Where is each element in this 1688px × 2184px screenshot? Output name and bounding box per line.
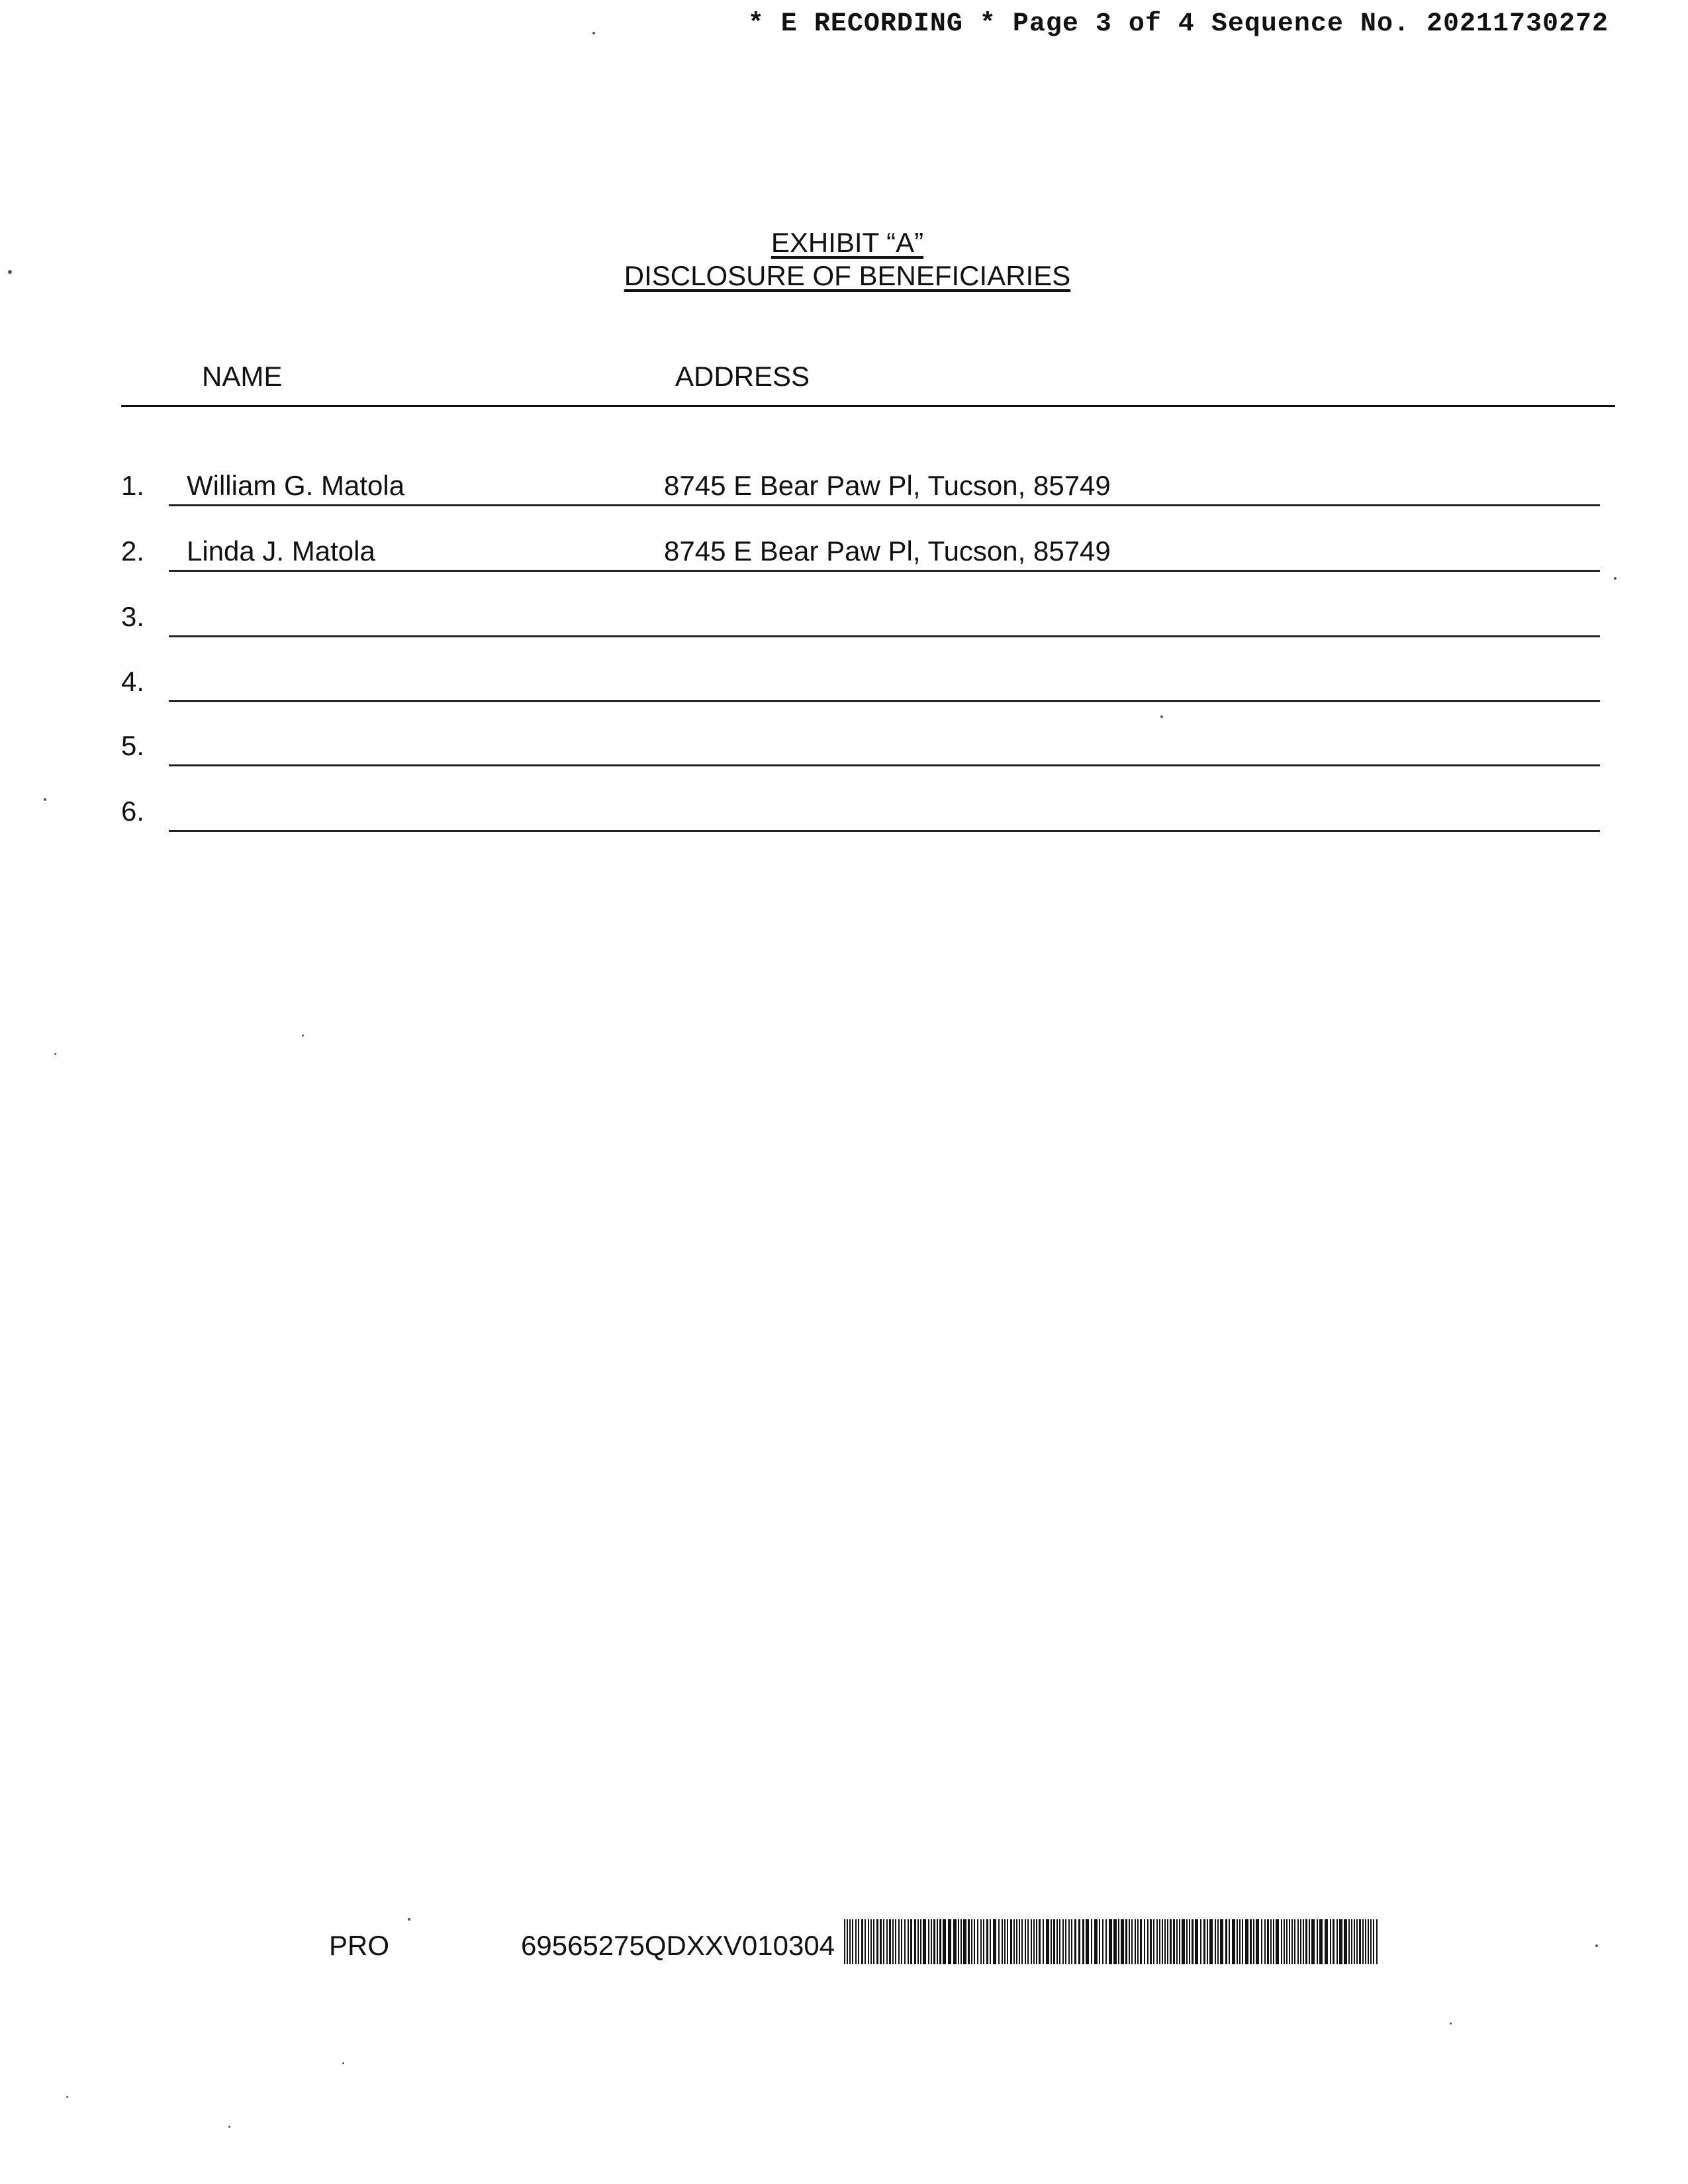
scan-speck xyxy=(8,270,12,274)
recording-header: * E RECORDING * Page 3 of 4 Sequence No. 20211730272 xyxy=(747,9,1609,39)
scan-speck xyxy=(66,2096,68,2098)
beneficiary-row xyxy=(0,463,1688,523)
scan-speck xyxy=(1160,715,1163,718)
beneficiary-row xyxy=(0,529,1688,588)
scan-speck xyxy=(408,1918,410,1921)
name-column-header: NAME xyxy=(202,361,283,392)
scan-speck xyxy=(342,2062,344,2064)
beneficiary-row xyxy=(0,594,1688,654)
row-number: 2. xyxy=(121,535,145,567)
row-number: 3. xyxy=(121,601,145,632)
row-underline xyxy=(169,504,1600,506)
scan-speck xyxy=(44,798,46,801)
scan-speck xyxy=(1450,2023,1452,2025)
barcode-number: 69565275QDXXV010304 xyxy=(521,1930,835,1961)
scan-speck xyxy=(592,32,595,34)
row-underline xyxy=(169,635,1600,637)
scan-speck xyxy=(302,1034,304,1036)
beneficiary-row xyxy=(0,723,1688,783)
scan-speck xyxy=(54,1053,56,1055)
scan-speck xyxy=(1614,577,1617,580)
address-column-header: ADDRESS xyxy=(675,361,810,392)
row-underline xyxy=(169,764,1600,766)
disclosure-heading: DISCLOSURE OF BENEFICIARIES xyxy=(624,260,1071,291)
row-number: 1. xyxy=(121,470,145,501)
header-divider xyxy=(121,405,1615,407)
row-underline xyxy=(169,570,1600,572)
row-number: 6. xyxy=(121,796,145,827)
beneficiary-address: 8745 E Bear Paw Pl, Tucson, 85749 xyxy=(664,470,1111,501)
beneficiary-row xyxy=(0,659,1688,719)
beneficiary-row xyxy=(0,789,1688,848)
row-underline xyxy=(169,700,1600,702)
exhibit-label: EXHIBIT “A” xyxy=(771,227,924,258)
barcode-image xyxy=(844,1919,1382,1964)
scan-speck xyxy=(1595,1944,1598,1947)
row-underline xyxy=(169,830,1600,832)
row-number: 5. xyxy=(121,730,145,761)
scan-speck xyxy=(228,2126,230,2128)
pro-code: PRO xyxy=(329,1930,390,1961)
beneficiary-name: William G. Matola xyxy=(187,470,405,501)
exhibit-title xyxy=(530,226,1165,293)
row-number: 4. xyxy=(121,666,145,697)
beneficiary-name: Linda J. Matola xyxy=(187,535,375,567)
beneficiary-address: 8745 E Bear Paw Pl, Tucson, 85749 xyxy=(664,535,1111,567)
